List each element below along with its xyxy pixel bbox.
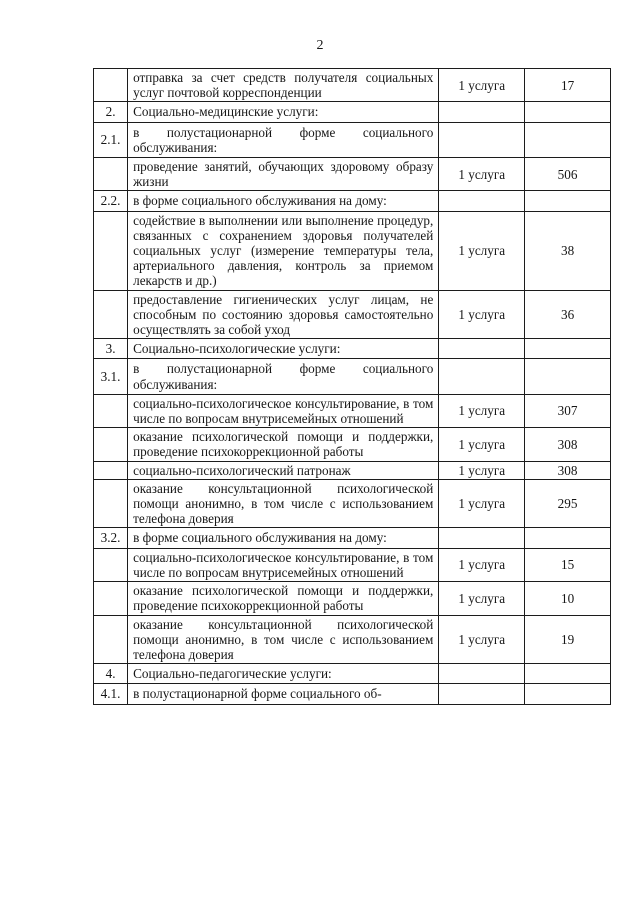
unit-cell: 1 услуга	[439, 69, 525, 102]
service-name-cell: оказание консультационной психологической помощи анонимно, в том числе с использованием телефона доверия	[128, 615, 439, 664]
service-name-cell: Социально-педагогические услуги:	[128, 664, 439, 684]
unit-cell	[439, 191, 525, 211]
unit-cell: 1 услуга	[439, 548, 525, 581]
row-number-cell	[94, 290, 128, 339]
table-row	[94, 461, 611, 479]
service-name-cell: социально-психологическое консультирование, в том числе по вопросам внутрисемейных отношений	[128, 548, 439, 581]
service-name-cell: оказание консультационной психологической помощи анонимно, в том числе с использованием телефона доверия	[128, 479, 439, 528]
row-number-cell	[94, 548, 128, 581]
service-name-cell: в полустационарной форме социального обслуживания:	[128, 359, 439, 394]
row-number-cell	[94, 158, 128, 191]
service-name-cell: Социально-медицинские услуги:	[128, 102, 439, 122]
unit-cell	[439, 339, 525, 359]
table-row	[94, 548, 611, 581]
row-number-cell	[94, 211, 128, 290]
unit-cell: 1 услуга	[439, 428, 525, 461]
services-table	[93, 68, 611, 705]
value-cell: 17	[525, 69, 611, 102]
row-number-cell: 2.	[94, 102, 128, 122]
value-cell: 308	[525, 428, 611, 461]
table-row	[94, 684, 611, 704]
service-name-cell: Социально-психологические услуги:	[128, 339, 439, 359]
unit-cell: 1 услуга	[439, 394, 525, 427]
value-cell	[525, 102, 611, 122]
value-cell	[525, 191, 611, 211]
value-cell: 308	[525, 461, 611, 479]
value-cell	[525, 339, 611, 359]
table-row	[94, 290, 611, 339]
row-number-cell: 3.2.	[94, 528, 128, 548]
value-cell: 506	[525, 158, 611, 191]
page-number: 2	[316, 38, 324, 53]
table-row	[94, 479, 611, 528]
unit-cell	[439, 684, 525, 704]
service-name-cell: в полустационарной форме социального об-	[128, 684, 439, 704]
row-number-cell	[94, 582, 128, 615]
value-cell: 38	[525, 211, 611, 290]
value-cell	[525, 664, 611, 684]
table-row	[94, 69, 611, 102]
service-name-cell: социально-психологический патронаж	[128, 461, 439, 479]
table-row	[94, 428, 611, 461]
row-number-cell: 3.	[94, 339, 128, 359]
service-name-cell: в форме социального обслуживания на дому:	[128, 191, 439, 211]
unit-cell	[439, 122, 525, 157]
services-table-body	[94, 69, 611, 705]
service-name-cell: содействие в выполнении или выполнение процедур, связанных с сохранением здоровья получателей социальных услуг (измерение температуры тела, артериального давления, контроль за приемом лекарств и др.)	[128, 211, 439, 290]
row-number-cell	[94, 479, 128, 528]
service-name-cell: проведение занятий, обучающих здоровому образу жизни	[128, 158, 439, 191]
value-cell: 19	[525, 615, 611, 664]
value-cell: 36	[525, 290, 611, 339]
value-cell	[525, 684, 611, 704]
unit-cell: 1 услуга	[439, 211, 525, 290]
unit-cell: 1 услуга	[439, 158, 525, 191]
unit-cell: 1 услуга	[439, 479, 525, 528]
unit-cell: 1 услуга	[439, 582, 525, 615]
table-row	[94, 158, 611, 191]
row-number-cell	[94, 394, 128, 427]
unit-cell	[439, 528, 525, 548]
value-cell	[525, 359, 611, 394]
value-cell: 15	[525, 548, 611, 581]
table-row	[94, 122, 611, 157]
unit-cell	[439, 664, 525, 684]
row-number-cell	[94, 428, 128, 461]
row-number-cell: 4.	[94, 664, 128, 684]
unit-cell: 1 услуга	[439, 461, 525, 479]
value-cell	[525, 528, 611, 548]
row-number-cell	[94, 461, 128, 479]
unit-cell	[439, 359, 525, 394]
row-number-cell: 4.1.	[94, 684, 128, 704]
unit-cell	[439, 102, 525, 122]
table-row	[94, 211, 611, 290]
value-cell	[525, 122, 611, 157]
table-row	[94, 582, 611, 615]
service-name-cell: в полустационарной форме социального обслуживания:	[128, 122, 439, 157]
table-row	[94, 615, 611, 664]
row-number-cell: 3.1.	[94, 359, 128, 394]
table-row	[94, 528, 611, 548]
service-name-cell: в форме социального обслуживания на дому:	[128, 528, 439, 548]
service-name-cell: оказание психологической помощи и поддержки, проведение психокоррекционной работы	[128, 428, 439, 461]
table-row	[94, 339, 611, 359]
row-number-cell	[94, 69, 128, 102]
service-name-cell: социально-психологическое консультирование, в том числе по вопросам внутрисемейных отношений	[128, 394, 439, 427]
row-number-cell: 2.2.	[94, 191, 128, 211]
row-number-cell: 2.1.	[94, 122, 128, 157]
value-cell: 10	[525, 582, 611, 615]
table-row	[94, 359, 611, 394]
service-name-cell: предоставление гигиенических услуг лицам, не способным по состоянию здоровья самостоятельно осуществлять за собой уход	[128, 290, 439, 339]
value-cell: 295	[525, 479, 611, 528]
unit-cell: 1 услуга	[439, 615, 525, 664]
table-row	[94, 191, 611, 211]
row-number-cell	[94, 615, 128, 664]
table-row	[94, 102, 611, 122]
unit-cell: 1 услуга	[439, 290, 525, 339]
table-row	[94, 664, 611, 684]
value-cell: 307	[525, 394, 611, 427]
service-name-cell: оказание психологической помощи и поддержки, проведение психокоррекционной работы	[128, 582, 439, 615]
service-name-cell: отправка за счет средств получателя социальных услуг почтовой корреспонденции	[128, 69, 439, 102]
table-row	[94, 394, 611, 427]
